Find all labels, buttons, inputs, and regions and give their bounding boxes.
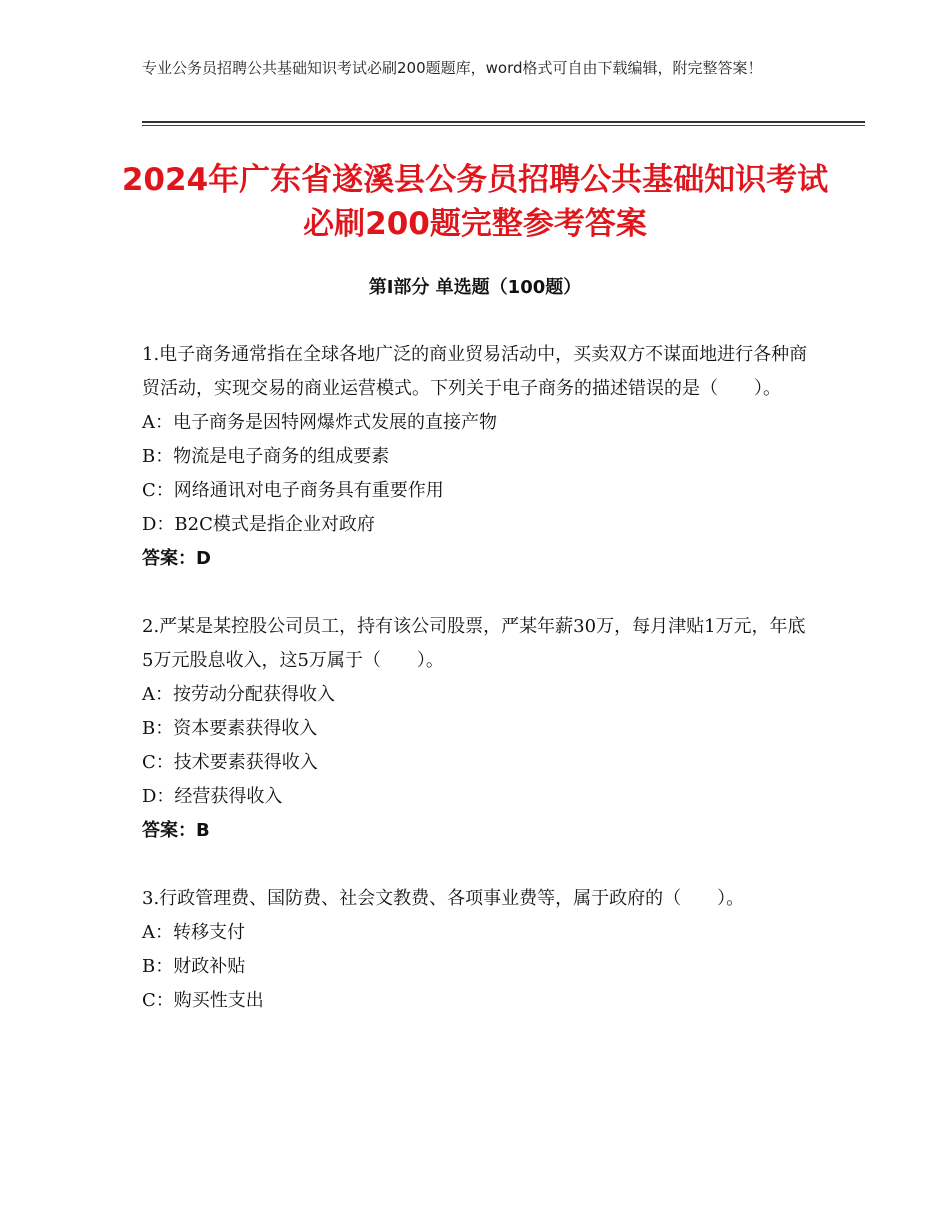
- document-title: 2024年广东省遂溪县公务员招聘公共基础知识考试必刷200题完整参考答案: [121, 162, 829, 242]
- question-stem: 2.严某是某控股公司员工，持有该公司股票，严某年薪30万，每月津贴1万元，年底5万元股息收入，这5万属于（ ）。: [142, 616, 806, 671]
- option-b: B：财政补贴: [142, 956, 246, 977]
- spacer: [142, 576, 812, 610]
- option-a: A：按劳动分配获得收入: [142, 684, 335, 705]
- option-b: B：资本要素获得收入: [142, 718, 318, 739]
- question-1: [142, 338, 812, 576]
- option-a: A：转移支付: [142, 922, 245, 943]
- option-c: C：购买性支出: [142, 990, 264, 1011]
- section-title: 第Ⅰ部分 单选题（100题）: [368, 277, 582, 298]
- question-stem: 3.行政管理费、国防费、社会文教费、各项事业费等，属于政府的（ ）。: [142, 888, 745, 909]
- question-list: [142, 338, 812, 1018]
- option-d: D：经营获得收入: [142, 786, 283, 807]
- option-c: C：技术要素获得收入: [142, 752, 318, 773]
- header-rule-thick: [142, 121, 865, 123]
- option-a: A：电子商务是因特网爆炸式发展的直接产物: [142, 412, 497, 433]
- header-rule-thin: [142, 125, 865, 126]
- option-d: D：B2C模式是指企业对政府: [142, 514, 375, 535]
- question-stem: 1.电子商务通常指在全球各地广泛的商业贸易活动中，买卖双方不谋面地进行各种商贸活动，实现交易的商业运营模式。下列关于电子商务的描述错误的是（ ）。: [142, 344, 808, 399]
- answer: 答案：B: [142, 820, 210, 841]
- option-b: B：物流是电子商务的组成要素: [142, 446, 390, 467]
- answer: 答案：D: [142, 548, 211, 569]
- spacer: [142, 848, 812, 882]
- question-2: [142, 610, 812, 848]
- option-c: C：网络通讯对电子商务具有重要作用: [142, 480, 444, 501]
- question-3: [142, 882, 812, 1018]
- header-note: 专业公务员招聘公共基础知识考试必刷200题题库，word格式可自由下载编辑，附完整答案！: [142, 59, 763, 77]
